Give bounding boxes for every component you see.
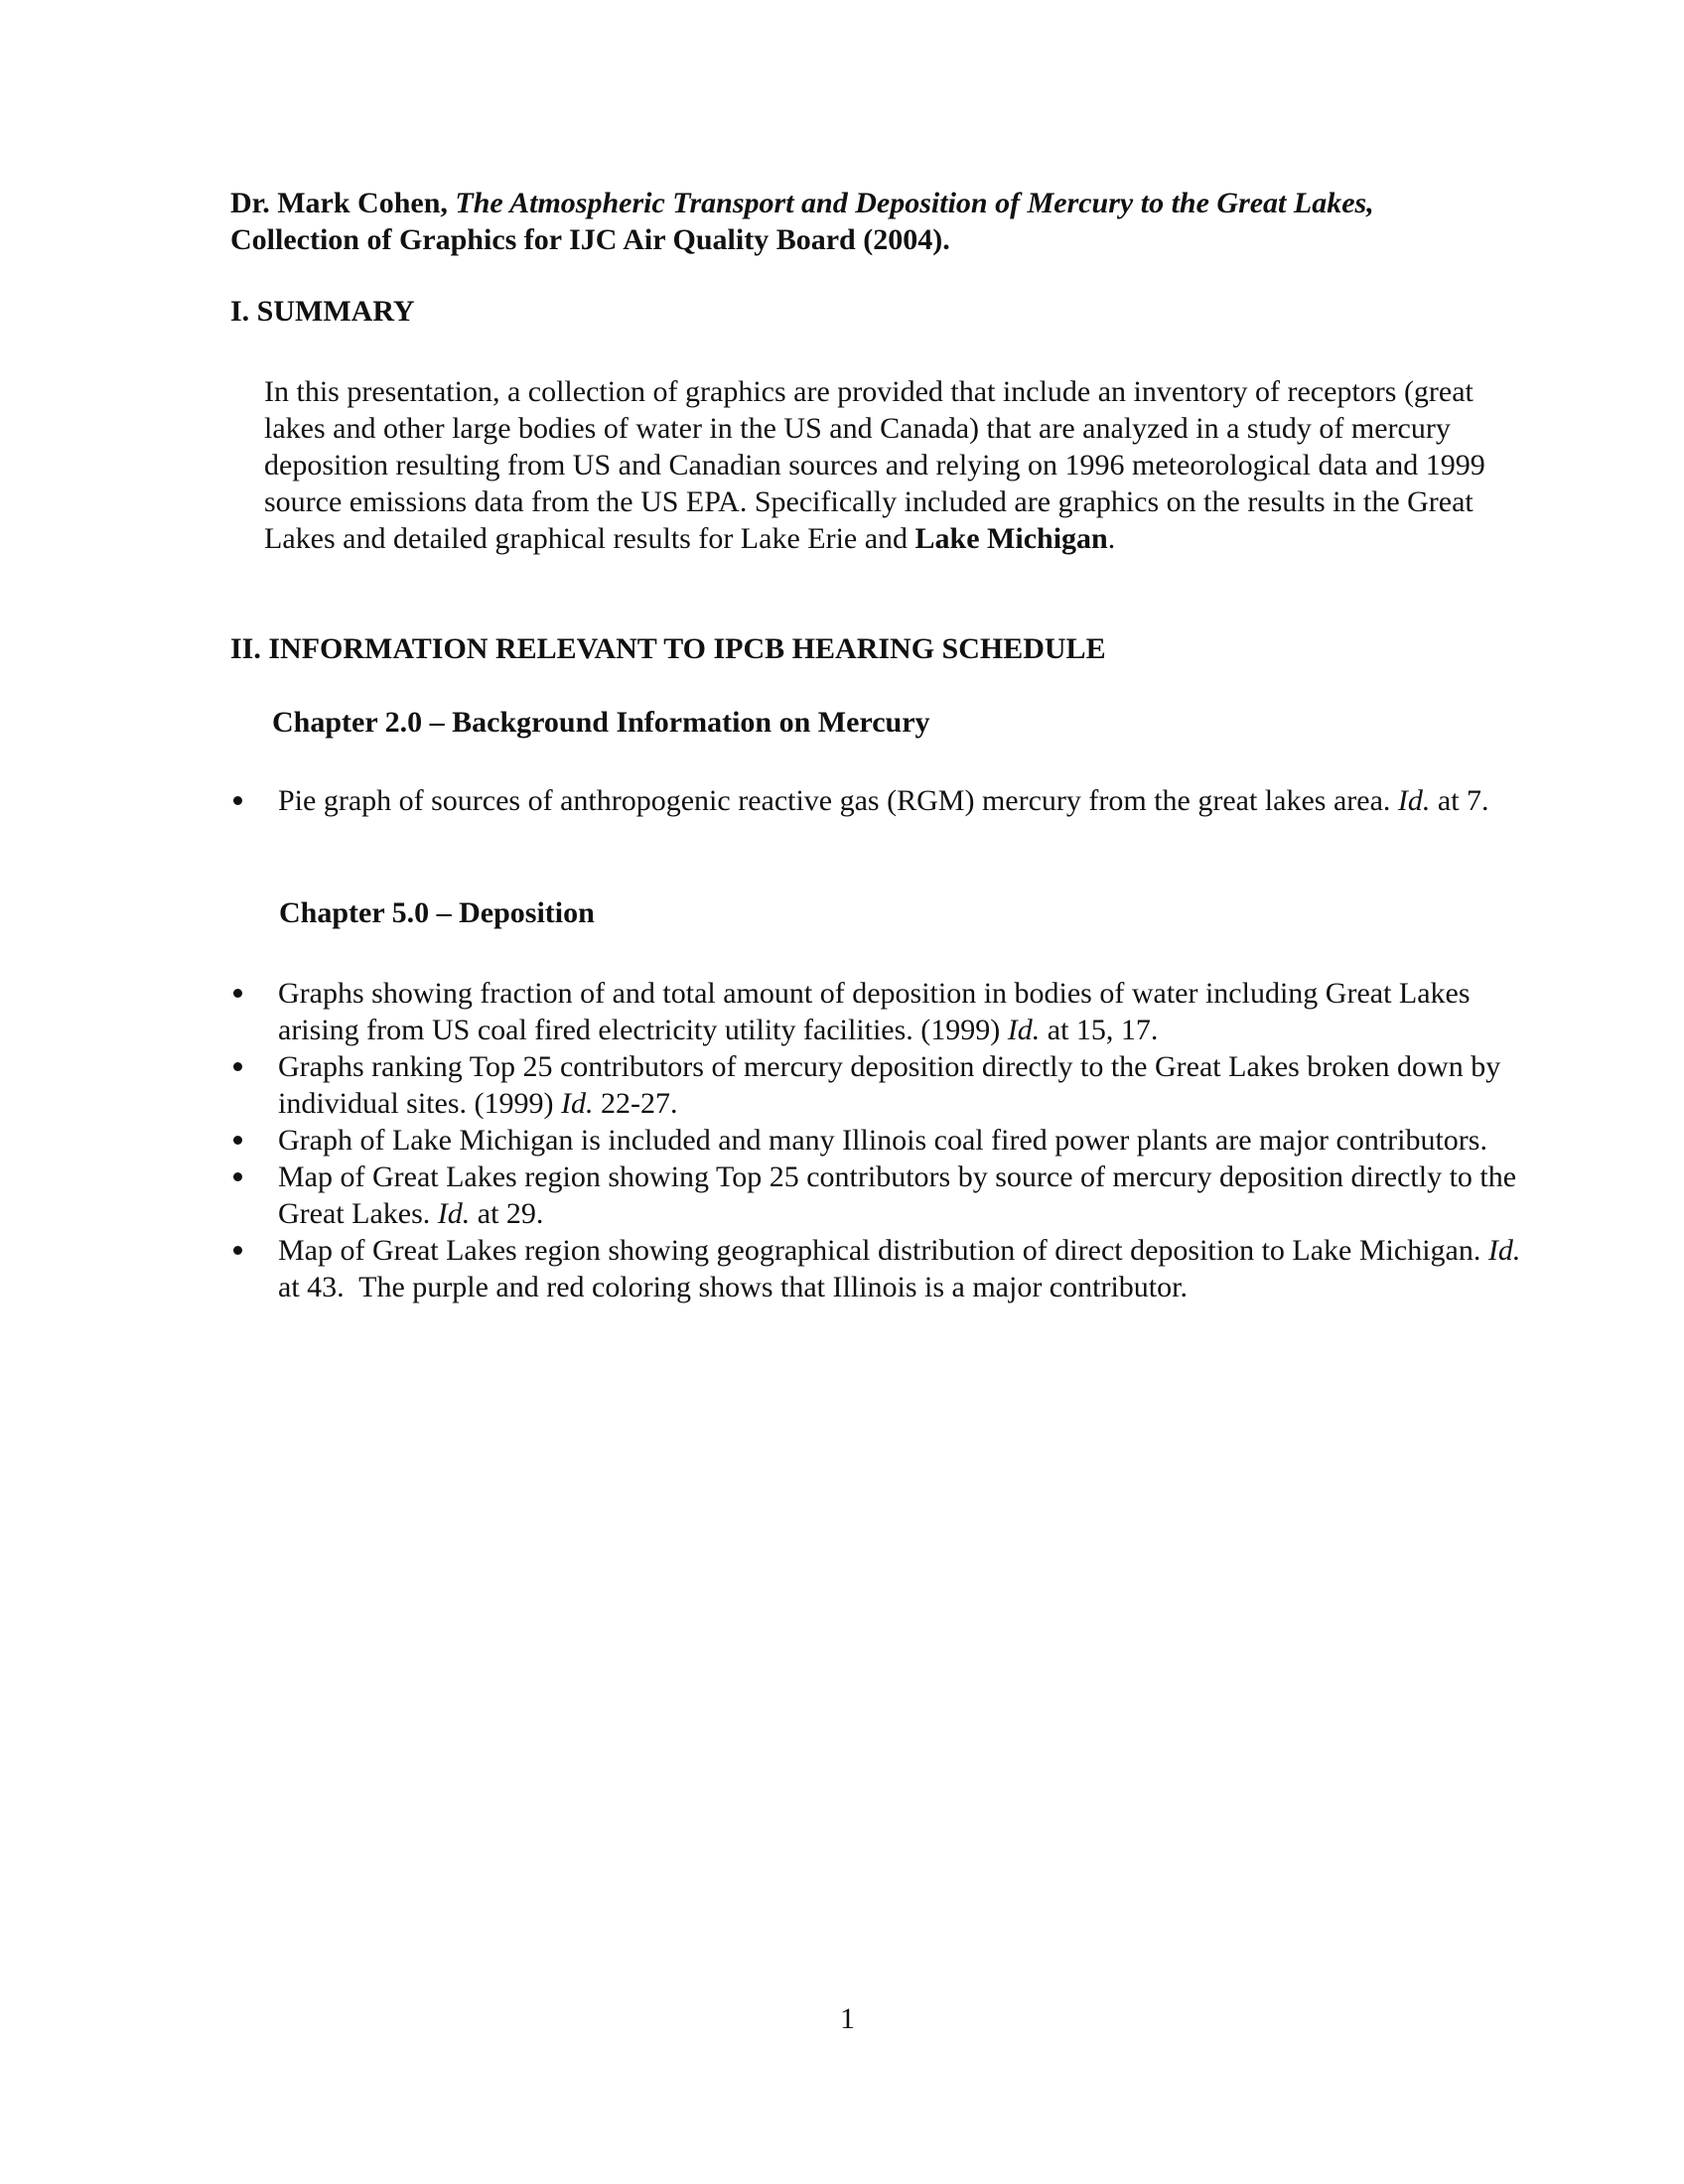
bullet-icon xyxy=(233,1172,242,1181)
list-item: Graph of Lake Michigan is included and many Illinois coal fired power plants are major contributors. xyxy=(230,1122,1521,1159)
info-heading: II. INFORMATION RELEVANT TO IPCB HEARING SCHEDULE xyxy=(230,632,1106,665)
summary-bold-text: Lake Michigan xyxy=(914,522,1108,555)
bullet-icon xyxy=(233,1136,242,1145)
list-item: Map of Great Lakes region showing Top 25 contributors by source of mercury deposition directly to the Great Lakes. Id. at 29. xyxy=(230,1159,1521,1232)
chapter-5-list xyxy=(230,975,1521,1305)
bullet-icon xyxy=(233,796,242,805)
chapter-2-heading: Chapter 2.0 – Background Information on Mercury xyxy=(272,706,930,739)
list-item: Map of Great Lakes region showing geographical distribution of direct deposition to Lake Michigan. Id. at 43. The purple and red coloring shows that Illinois is a major contributor. xyxy=(230,1232,1521,1305)
summary-end: . xyxy=(1107,522,1116,555)
list-item: Graphs showing fraction of and total amount of deposition in bodies of water including Great Lakes arising from US coal fired electricity utility facilities. (1999) Id. at 15, 17. xyxy=(230,975,1521,1048)
bullet-icon xyxy=(233,1062,242,1071)
citation xyxy=(230,185,1521,258)
bullet-icon xyxy=(233,1246,242,1255)
summary-text: In this presentation, a collection of graphics are provided that include an inventory of receptors (great lakes and other large bodies of water in the US and Canada) that are analyzed in a study of mercury deposition resulting from US and Canadian sources and relying on 1996 meteorological data and 1999 source emissions data from the US EPA. Specifically included are graphics on the results in the Great Lakes and detailed graphical results for Lake Erie and xyxy=(264,375,1485,555)
summary-heading: I. SUMMARY xyxy=(230,295,415,328)
citation-author: Dr. Mark Cohen, xyxy=(230,187,448,219)
page-number: 1 xyxy=(840,2002,855,2035)
citation-title: The Atmospheric Transport and Deposition of Mercury to the Great Lakes, xyxy=(455,187,1374,219)
chapter-5-heading: Chapter 5.0 – Deposition xyxy=(279,896,595,929)
list-item: Graphs ranking Top 25 contributors of mercury deposition directly to the Great Lakes broken down by individual sites. (1999) Id. 22-27. xyxy=(230,1048,1521,1122)
citation-line-2: Collection of Graphics for IJC Air Quality Board (2004). xyxy=(230,223,950,256)
chapter-2-list xyxy=(230,782,1521,819)
list-item: Pie graph of sources of anthropogenic reactive gas (RGM) mercury from the great lakes area. Id. at 7. xyxy=(230,782,1521,819)
summary-body xyxy=(264,373,1515,557)
citation-line-1 xyxy=(230,185,1521,221)
bullet-icon xyxy=(233,989,242,998)
